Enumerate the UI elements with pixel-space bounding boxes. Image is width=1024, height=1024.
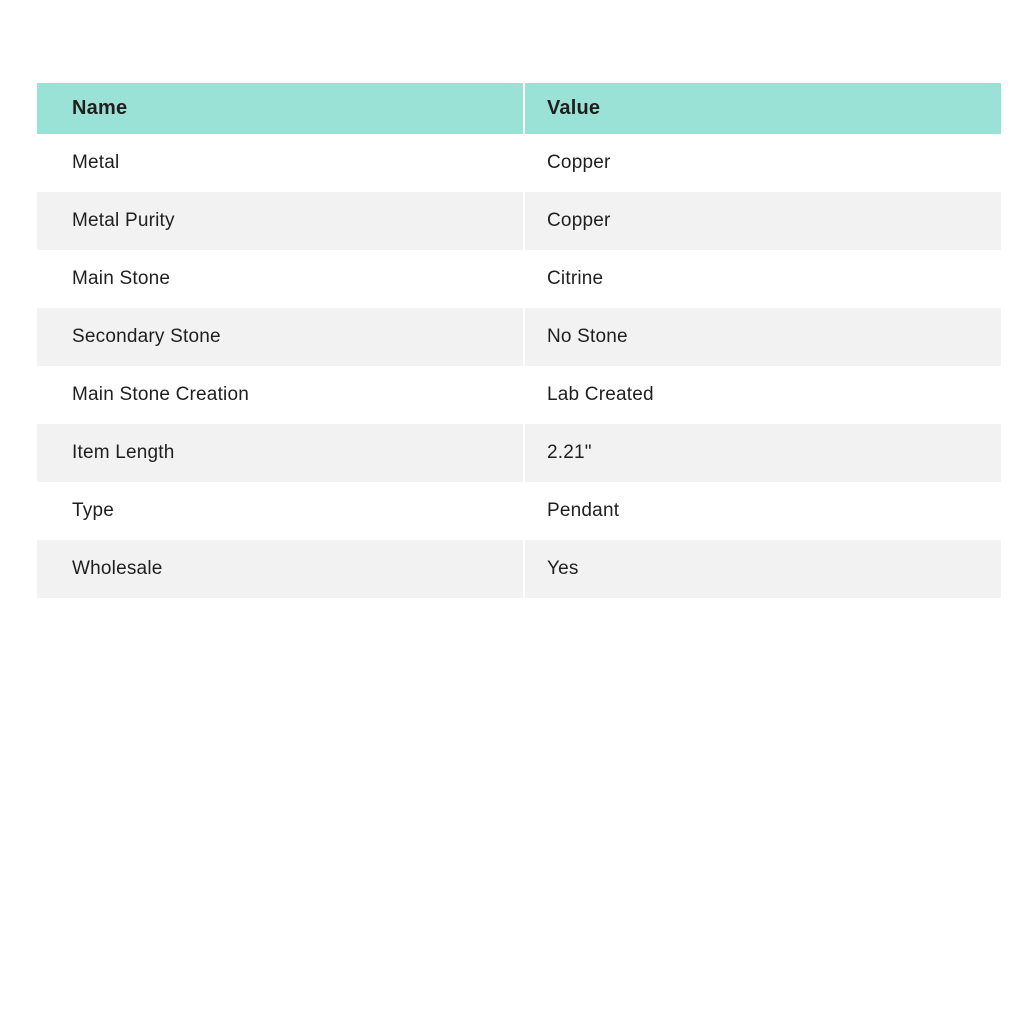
table-row <box>37 192 1001 250</box>
spec-value: Lab Created <box>525 366 1001 424</box>
spec-name: Metal Purity <box>37 192 523 250</box>
spec-value: Yes <box>525 540 1001 598</box>
spec-value: Copper <box>525 192 1001 250</box>
spec-name: Wholesale <box>37 540 523 598</box>
spec-name: Main Stone <box>37 250 523 308</box>
table-header-row <box>37 83 1001 134</box>
table-row <box>37 540 1001 598</box>
spec-value: Citrine <box>525 250 1001 308</box>
table-row <box>37 424 1001 482</box>
spec-name: Main Stone Creation <box>37 366 523 424</box>
spec-value: No Stone <box>525 308 1001 366</box>
product-spec-table <box>37 83 1001 598</box>
spec-name: Metal <box>37 134 523 192</box>
spec-value: 2.21" <box>525 424 1001 482</box>
table-row <box>37 250 1001 308</box>
table-row <box>37 366 1001 424</box>
column-header-value: Value <box>525 83 1001 134</box>
column-header-name: Name <box>37 83 523 134</box>
table-row <box>37 134 1001 192</box>
spec-value: Pendant <box>525 482 1001 540</box>
spec-name: Type <box>37 482 523 540</box>
spec-value: Copper <box>525 134 1001 192</box>
table-row <box>37 482 1001 540</box>
spec-name: Secondary Stone <box>37 308 523 366</box>
table-row <box>37 308 1001 366</box>
spec-name: Item Length <box>37 424 523 482</box>
